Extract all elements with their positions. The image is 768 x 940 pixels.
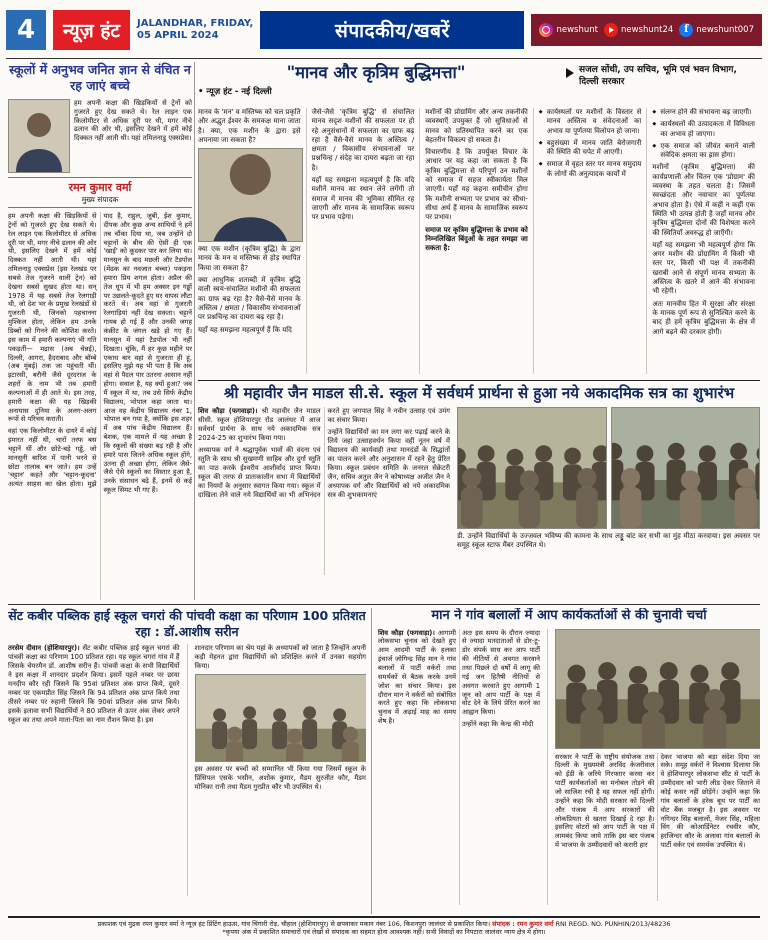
article-paragraph: मशीनों की प्रोग्रामिंग और अन्य तकनीकी व्यवस्थाएँ उपयुक्त हैं जो सुविधाओं से मानव को प्रतिस्थापित करने का एक बेहतरीन विकल्प हो सकता है। [425,108,528,144]
bullet-point: ◆ कार्यस्थलों पर मशीनों के विस्तार से मानव अस्तित्व व संवेदनाओं का अभाव या पूर्णतया विलोपन हो जाना। [539,108,642,136]
article-paragraph: क्या एक मशीन (कृत्रिम बुद्धि) के द्वारा मानव के मन व मस्तिष्क से होड़ स्थापित किया जा सकता है? [198,245,301,272]
author-role: मुख्य संपादक [81,195,119,204]
ai-header-row [198,62,760,108]
article-paragraph: विचारणीय है कि उपर्युक्त विचार के आधार पर यह कहा जा सकता है कि कृत्रिम बुद्धिमत्ता से परिपूर्ण उन मशीनों को समाज में सहज स्वीकार्यता मिल जाएगी। यहाँ यह कहना समीचीन होगा कि मशीनी सभ्यता पर प्रभाव का सीधा-सीधा अर्थ हैं मानव के सामाजिक स्वरूप पर प्रभाव। [425,148,528,222]
article-paragraph: उन्होंने विद्यार्थियों का मन लगा कर पढ़ाई करने के लिये जहां उत्साहवर्धन किया वहीं नूतन वर्ष में विद्यालय की कार्यवाही तथा मानदंडों के सिद्धांतों का पालन करने और अनुशासन में रहने हेतु प्रेरित किया। स्कूल प्रबंधन समिति के जनरल सेक्रेटरी जैन, सचिव अतुल जैन ने कोषाध्यक्ष अजीत जैन ने अध्यापक वर्ग और विद्यार्थियों को नये अकादमिक सत्र की शुभकामनाएं [327,428,450,499]
facebook-icon [679,23,693,37]
article-paragraph: यहाँ यह समझना भी महत्वपूर्ण होगा कि अगर मशीन की प्रोग्रामिंग में किसी भी स्तर पर, किसी भी पक्ष में तकनीकी खराबी आने से संपूर्ण मानव सभ्यता के अस्तित्व के खतरे में आने की संभावना भी रहेगी। [652,240,755,296]
social-instagram[interactable] [539,23,598,37]
imprint-line2: *कृपया अंक में प्रकाशित समाचारों एवं लेखों से संपादक का सहमत होना आवश्यक नहीं। सभी विवादों का निपटारा जालंधर न्याय क्षेत्र में होगा। [222,928,546,937]
column-divider [194,62,195,600]
instagram-icon [539,23,553,37]
article-ai-editorial [198,62,760,376]
article-paragraph: यहाँ यह समझना महत्वपूर्ण हैं कि यदि [198,325,292,334]
ai-columns [198,108,760,374]
mahaveer-content [198,407,760,575]
social-youtube[interactable] [604,23,673,37]
dateline [137,18,253,43]
bullet-point: ◆ कार्यस्थलों की उत्पादकता में विविधता का अभाव हो जाएगा। [652,120,755,139]
photo-row [457,407,760,529]
paragraph-text: श्री महावीर जैन माडल सीसी. स्कूल होशियारपुर रोड जालंधर में आज सर्वधर्म प्रार्थना के साथ नये अकादमिक सत्र 2024-25 का शुभारंभ किया गया। [198,407,321,443]
byline: तरसेम दीवान (होशियारपुर)। [8,644,80,652]
article-school-editorial [8,62,192,600]
article-stkabir-result [8,608,366,914]
assembly-group-photo [457,407,607,529]
stkabir-column-1 [8,644,180,896]
byline: • न्यूज़ हंट - नई दिल्ली [198,87,272,98]
article-paragraph: इस अवसर पर बच्चों को सम्मानित भी किया गया जिसमें स्कूल के प्रिंसिपल एसके भसीन, अशोक कुमार, मैडम सुरजीत कौर, मैडम मोनिका रानी तथा मैडम गुरप्रीत कौर भी उपस्थित थे। [194,764,366,791]
article-paragraph: जैसे-जैसे 'कृत्रिम बुद्धि' से संचालित मानव सदृश मशीनों की सफलता पर हो रहे अनुसंधानों में सफलता का ग्राफ बढ़ रहा है वैसे-वैसे मानव के अस्तित्व / क्षमता / विकासीय संभावनाओं पर प्रश्नचिन्ह / संदेह का दायरा बढ़ता जा रहा है। [311,108,415,172]
dateline-line1: JALANDHAR, FRIDAY, [137,17,254,29]
workers-group-photo [555,629,760,749]
ai-headzone [198,62,554,97]
photo-caption: डी. उन्होंने विद्यार्थियों के उज्जवल भविष्य की कामना के साथ लड्डू बांट कर सभी का मुंह मीठा करवाया। इस अवसर पर समूह स्कूल स्टाफ मैंबर उपस्थित थे। [457,532,760,550]
newspaper-logo: न्यूज़ हंट [53,10,130,50]
article-paragraph: अतः मानवीय हित में सुरक्षा और संरक्षा के मानक पूर्ण रूप से सुनिश्चित करने के बाद ही हमें कृत्रिम बुद्धिमत्ता के क्षेत्र में आगे बढ़ने की दरकार होगी। [652,299,755,336]
article-paragraph [8,644,180,725]
maan-content [378,629,760,905]
article-paragraph: उन्होंने कहा कि केन्द्र की मोदी [462,720,534,729]
article-intro: हम अपनी कक्षा की खिड़कियों से ट्रेनों को गुजरते हुए देख सकते थे। रेल लाइन एक किलोमीटर से अधिक दूरी पर थी, मगर नीचे ढलान की ओर थी, इसलिए देखने में हमें कोई दिक्कत नहीं आती थी। यहां तमिलनाडु एक्सप्रेस। [74,99,192,143]
article-paragraph [198,407,321,443]
stkabir-column-2 [187,644,367,896]
ai-column-4 [533,108,647,374]
editor-credit: संपादक : रमन कुमार वर्मा [492,919,554,928]
paragraph-text: सेंट कबीर पब्लिक हाई स्कूल चगरां की पांचवी कक्षा का परिणाम 100 प्रतिशत रहा। यह स्कूल चगरां गांव में हैं जिसके चेयरमैन डॉ. आशीष सरीन हैं। पांचवी कक्षा के सभी विद्यार्थियों ने इस कक्षा में शानदार प्रदर्शन किया। इसमें पहले नम्बर पर छाया मनदीप कौर रही जिसने कि 95वां प्रतिशत अंक प्राप्त किये, दूसरे नम्बर पर एकमप्रीत सिंह जिसने कि 94 प्रतिशत अंक प्राप्त किये तथा तीसरे नम्बर पर रुहानी जिसने कि 90वां प्रतिशत अंक प्राप्त किये। इसके इलावा सभी विद्यार्थियों ने 80 प्रतिशत से ऊपर अंक लेकर अपने स्कूल का तथा अपने माता-पिता का नाम रौशन किया है। इस [8,644,180,724]
article-paragraph: अध्यापक वर्ग ने श्रद्धापूर्वक भावों की वंदना एवं स्तुति के साथ श्री सुखमणी साहिब और दुर्गा स्तुति का पाठ करके ईश्वरीय आशीर्वाद प्राप्त किया। स्कूल की तरफ से प्रातःकालीन सभा में विद्यार्थियों का नियमों के अनुसार स्वागत किया गया। स्कूल में दाखिला लेने वाले नये विद्यार्थियों का भी अभिनंदन करते हुए जगपाल सिंह ने नवीन उत्साह एवं उमंग का संचार किया। [198,407,450,499]
maan-left-columns [378,629,540,905]
article-paragraph: यहाँ यह समझना महत्वपूर्ण है कि यदि मशीनें मानव का स्थान लेने लगेंगी तो समाज में मानव की भूमिका सीमित रह जाएगी और मानव के सामाजिक स्वरूप पर प्रभाव पड़ेगा। [311,176,415,222]
ai-column-2 [306,108,420,374]
article-paragraph: मानव के 'मन' व मस्तिष्क को चल प्रकृति और अद्भुत ईश्वर के समकक्ष माना जाता है। क्या, एक मशीन के द्वारा इसे अपनाया जा सकता है? [198,108,301,144]
maan-right-zone [547,629,760,905]
rni-number: RNI REGD. NO. PUNHIN/2013/48236 [555,919,671,928]
bullet-point: ◆ एक समाज को जीवंत बनाने वाली संवेदिक क्षमता का ह्रास होगा। [652,142,755,161]
social-bar [531,14,762,46]
editor-portrait-photo [8,99,70,173]
bullet-point: ◆ संलग्न होने की संभावना बढ़ जाएगी। [652,108,755,117]
author-block [8,177,192,208]
article-paragraph: वहां एक किलोमीटर के दायरे में कोई इमारत नहीं थी, चारों तरफ बस चट्टानें थीं और छोटे-बड़े गड्ढे, जो मानसूनी बारिश में पानी भरने से छोटा तालाब बन जाते। हम उन्हें 'चट्टान' कहते और 'चट्टान-कूदना' अत्यंत साहस का खेल होता। मुझे याद है, राहुल, जुबी, ईश कुमार, दीपक और कुछ अन्य साथियों ने हमें तब चौंका दिया था, जब उन्होंने दो चट्टानों के बीच की ऐसी ही एक 'खाई' को कूदकर पार कर लिया था। मानसून के बाद मछली और टैडपोल (मेंढक का नवजात बच्चा) पकड़ना हमारा प्रिय शगल होता। अप्रैल की तेज धूप में भी हम अक्सर इन गड्ढों पर उछलते-कूदते हुए घर वापस लौटा करते थे। अब वहां से गुजरती रेलगाड़ियां नहीं देख सकता। चट्टानें गायब हो गई हैं और उनकी जगह कंक्रीट के जंगल खड़े हो गए हैं। मानसून में यहां टैडपोल भी नहीं दिखता। चूंकि, मैं हर कुछ महीने पर एकाध बार वहां से गुजरता ही हूं, इसलिए मुझे यह भी पता है कि अब वहां से पैदल पार उतरना आसान नहीं होगा। सवाल है, यह क्यों हुआ? जब मैं स्कूल में था, तब उसे सिर्फ केंद्रीय विद्यालय, भोपाल कहा जाता था। आज वह केंद्रीय विद्यालय नंबर 1, भोपाल बन गया है, क्योंकि इस शहर में अब पांच केंद्रीय विद्यालय हैं। बेशक, एक मामले में यह अच्छा है कि स्कूलों की संख्या बढ़ रही है और हमारे पास जितने अधिक स्कूल होंगे, उतना ही अच्छा होगा, लेकिन जैसे-जैसे ऐसे स्कूलों का विस्तार हुआ है, उनके संसाधन बढ़े हैं, इनमें से कई स्कूल सिमट भी गए हैं। [8,212,192,495]
article-body [8,212,192,600]
article-lead-line: समाज पर कृत्रिम बुद्धिमत्ता के प्रभाव को निम्नलिखित बिंदुओं के तहत समझा जा सकता है: [425,225,528,253]
imprint-footer [8,916,760,937]
bullet-point: ◆ बहुसंख्या में मानव जाति बेरोजगारी की स्थिति की चपेट में आएगी। [539,139,642,158]
article-paragraph: क्या आधुनिक शताब्दी में कृत्रिम बुद्धि वाली स्वयं-संचालित मशीनों की सफलता का ग्राफ बढ़ रहा है? वैसे-वैसे मानव के अस्तित्व / क्षमता / विकासीय संभावनाओं पर प्रश्नचिन्ह का दायरा बढ़ रहा है। [198,276,301,322]
ai-column-1 [198,108,306,374]
article-paragraph: शानदार परिणाम का श्रेय यहां के अध्यापकों को जाता है जिन्होंने अपनी कड़ी मेहनत द्वारा विद्यार्थियों को प्रशिक्षित करने में उनका सहयोग किया। [194,644,366,670]
instagram-handle: newshunt [556,25,598,35]
publisher-text: प्रकाशक एवं मुद्रक रमन कुमार वर्मा ने न्यूज़ हंट प्रिंटिंग हाऊस, गांव चिंगारी रोड़, चौहाल (होशियारपुर) से छपवाकर मकान नंबर 106, किशनपुरा जालंधर से प्रकाशित किया। [97,919,491,928]
imprint-line1 [8,920,760,929]
author-attribution [554,62,760,88]
headline: "मानव और कृत्रिम बुद्धिमत्ता" [286,63,466,82]
author-name: रमन कुमार वर्मा [68,181,132,194]
ai-author-photo [198,148,303,242]
editorial-intro-row [8,99,192,173]
headline: स्कूलों में अनुभव जनित ज्ञान से वंचित न रह जाएं बच्चे [9,62,191,93]
paragraph-text: आगामी लोकसभा चुनाव को देखते हुए आम आदमी पार्टी के हलका इंचार्ज जोगिन्द्र सिंह मान ने गांव बलालों में पार्टी वर्करों तथा समर्थकों से बैठक करके उनमें जोश का संचार किया। इस दौरान मान ने वर्करों को संबोधित करते हुए कहा कि लोकसभा चुनाव में अढ़ाई माह का समय शेष है। [378,628,456,726]
article-paragraph [378,629,456,726]
section-divider [8,604,760,605]
dateline-line2: 05 APRIL 2024 [137,30,219,41]
facebook-handle: newshunt007 [696,25,754,35]
article-paragraph: सरकार ने पार्टी के राष्ट्रीय संयोजक तथा दिल्ली के मुख्यमंत्री अरविंद केजरीवाल को ईडी के जरिये गिरफ्तार करवा कर पार्टी कार्यकर्ताओं का मनोबल तोड़ने की जो साजिश रची है वह सफल नहीं होगी। उन्होंने कहा कि मोदी सरकार को दिल्ली और पंजाब में आप सरकारों की लोकप्रियता से खतरा दिखाई दे रहा है। इसलिए वोटरों को आप पार्टी के पक्ष में लामबंद किया जाये ताकि इस बार पंजाब में भाजपा के उम्मीदवारों को करारी हार [555,752,655,850]
article-paragraph: हम अपनी कक्षा की खिड़कियों से ट्रेनों को गुजरते हुए देख सकते थे। रेल लाइन एक किलोमीटर से अधिक दूरी पर थी, मगर नीचे ढलान की ओर थी, इसलिए देखने में हमें कोई दिक्कत नहीं आती थी। यहां तमिलनाडु एक्सप्रेस (इस रेलखंड पर सबसे तेज गुजरने वाली ट्रेन) को देखना सबसे सुखद होता था। सन् 1978 में यह सबसे तेज रेलगाड़ी थी, जो देश भर के प्रमुख रेलखंडों से गुजरती थी, जिनको पहचानना मुश्किल होता, लेकिन हम उनके डिब्बों को गिनने की कोशिश करते। इस काम में हमारी कल्पनाएं भी गति पकड़तीं— मद्रास (अब चेन्नई), दिल्ली, आगरा, हैदराबाद और बॉम्बे (अब मुंबई) तक जा पहुंचती थीं। इटारसी, बरौनी जैसे दूरदराज के शहरों के नाम भी तब हमारी कल्पनाओं में ही आते थे। इस तरह, हमारी कक्षा की यह खिड़की अनायास दुनिया के अलग-अलग रूपों से परिचय कराती। [8,212,97,424]
masthead [6,6,762,54]
stkabir-columns [8,644,366,896]
article-mahaveer-school [198,380,760,601]
attribution-text: सजल सोंधी, उप सचिव, भूमि एवं भवन विभाग, दिल्ली सरकार [579,65,737,87]
social-facebook[interactable] [679,23,754,37]
maan-right-columns [555,753,760,901]
bullet-point: ◆ समाज में वृहत स्तर पर मानव समुदाय के लोगों की अनुत्पादक कार्यों में [539,160,642,179]
ai-column-5 [646,108,760,374]
byline: शिव कौड़ा (फगवाड़ा)। [198,407,258,416]
students-classroom-photo [195,674,367,762]
pointer-icon [566,68,574,78]
byline: शिव कौड़ा (फगवाड़ा)। [378,628,435,637]
youtube-handle: newshunt24 [620,25,674,35]
column-divider [371,608,372,914]
youtube-icon [604,23,618,37]
mahaveer-media [457,407,760,575]
article-paragraph: अतः इस समय के दौरान ज्यादा से ज्यादा मतदाताओं से डोर-टू-डोर संपर्क साध कर आप पार्टी की नीतियों से अवगत करवाने तथा पिछले दो वर्षों में लागू की गई जन हितैषी नीतियों से अवगत करवाते हुए आगामी 1 जून को आप पार्टी के पक्ष में वोट देने के लिये प्रेरित करने का आह्वान किया। [462,628,540,717]
page-number: 4 [6,10,46,50]
article-body [198,407,450,575]
section-title: संपादकीय/खबरें [260,11,524,49]
staff-group-photo [611,407,761,529]
masthead-divider [6,58,762,59]
article-maan-meeting [378,608,760,914]
ai-column-3 [419,108,533,374]
headline: श्री महावीर जैन माडल सी.से. स्कूल में सर्वधर्म प्रार्थना से हुआ नये अकादमिक सत्र का शुभारंभ [223,384,735,402]
headline: सेंट कबीर पब्लिक हाई स्कूल चगरां की पांचवी कक्षा का परिणाम 100 प्रतिशत रहा : डॉ.आशीष सरीन [8,608,366,639]
article-paragraph: देकर भाजपा को बड़ा संदेश दिया जा सके। समूह वर्करों ने विश्वास दिलाया कि वे होशियारपुर लोकसभा सीट से पार्टी के उम्मीदवार को भारी लीड देकर जिताने में कोई कसर नहीं छोड़ेंगे। उन्होंने कहा कि गांव बलालों के हरेक बूथ पर पार्टी का वोट बैंक मजबूत है। इस अवसर पर नगिन्दर सिंह बलालों, मेजर सिंह, महिला विंग की कोआर्डिनेटर रचवीर कौर, हरजिन्दर कौर के अलावा गांव बलालों के पार्टी वर्कर एवं समर्थक उपस्थित थे। [660,752,760,850]
article-paragraph: मशीनों (कृत्रिम बुद्धिमत्ता) की कार्यप्रणाली और चिंतन एक 'प्रोग्राम' की व्यवस्था के तहत चलता है। जिसमें स्वच्छंदता और नवाचार का पूर्णतया अभाव होता है। ऐसे में कहीं न कहीं एक स्थिति भी उत्पन्न होती है जहाँ मानव और कृत्रिम बुद्धिमत्ता दोनों की विशेषता करने की स्थितियाँ अवरुद्ध हो जाएँगी। [652,163,755,237]
headline: मान ने गांव बलालों में आप कार्यकर्ताओं से की चुनावी चर्चा [431,608,707,623]
